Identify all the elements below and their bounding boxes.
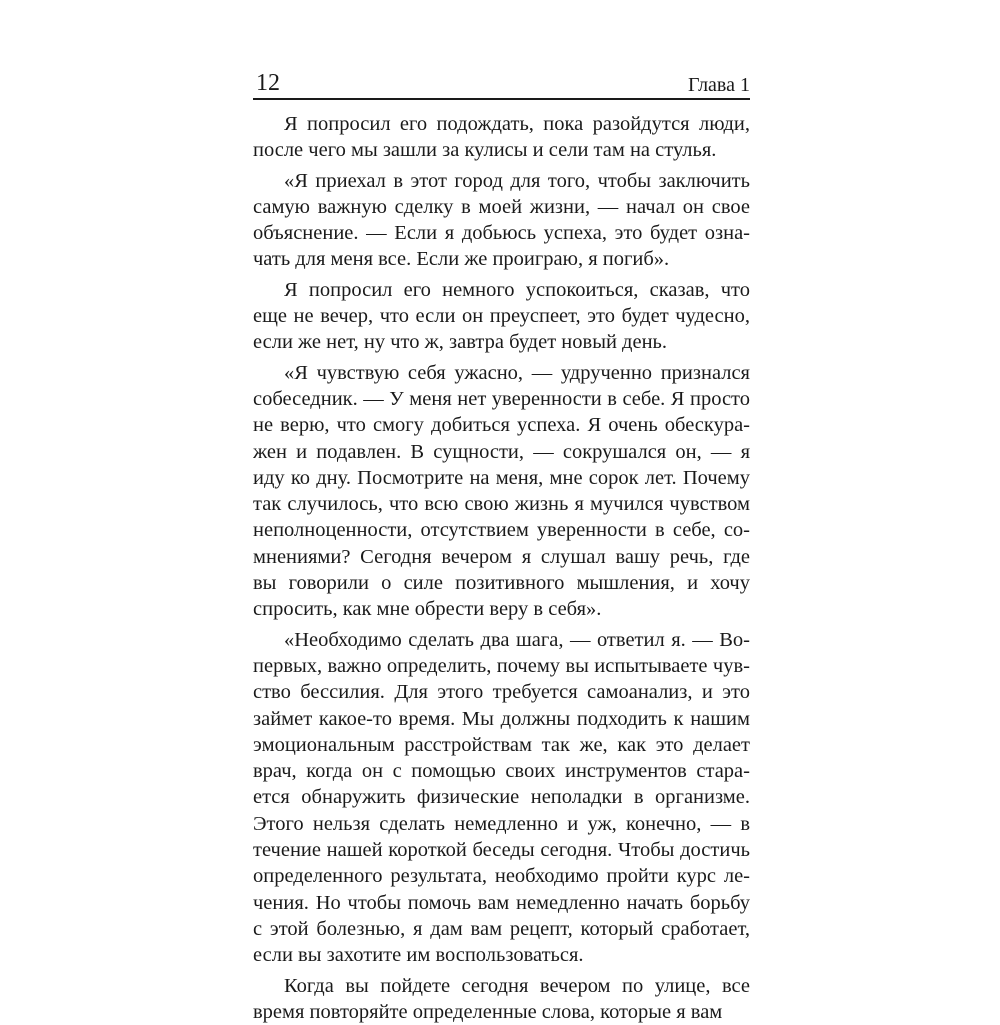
text-line: спросить, как мне обрести веру в себя». <box>253 596 750 622</box>
text-line: после чего мы зашли за кулисы и сели там на стулья. <box>253 137 750 163</box>
paragraph <box>253 111 750 164</box>
text-line: Этого нельзя сделать немедленно и уж, конечно, — в <box>253 811 750 837</box>
text-line: самую важную сделку в моей жизни, — начал он свое <box>253 194 750 220</box>
page-number: 12 <box>256 70 280 96</box>
paragraph <box>253 627 750 969</box>
text-line: если же нет, ну что ж, завтра будет новый день. <box>253 329 750 355</box>
text-line: Я попросил его подождать, пока разойдутся люди, <box>253 111 750 137</box>
text-line: неполноценности, отсутствием уверенности в себе, со- <box>253 517 750 543</box>
book-page <box>253 68 750 1025</box>
text-line: «Необходимо сделать два шага, — ответил я. — Во- <box>253 627 750 653</box>
text-line: с этой болезнью, я дам вам рецепт, который сработает, <box>253 916 750 942</box>
text-line: собеседник. — У меня нет уверенности в себе. Я просто <box>253 386 750 412</box>
paragraph <box>253 168 750 273</box>
text-line: вы говорили о силе позитивного мышления, и хочу <box>253 570 750 596</box>
paragraph <box>253 360 750 623</box>
text-line: объяснение. — Если я добьюсь успеха, это будет озна- <box>253 220 750 246</box>
text-line: первых, важно определить, почему вы испытываете чув- <box>253 653 750 679</box>
text-line: жен и подавлен. В сущности, — сокрушался он, — я <box>253 439 750 465</box>
text-line: мнениями? Сегодня вечером я слушал вашу речь, где <box>253 544 750 570</box>
paragraph <box>253 973 750 1025</box>
text-line: еще не вечер, что если он преуспеет, это будет чудесно, <box>253 303 750 329</box>
text-line: «Я чувствую себя ужасно, — удрученно признался <box>253 360 750 386</box>
running-head <box>253 68 750 100</box>
text-line: ство бессилия. Для этого требуется самоанализ, и это <box>253 679 750 705</box>
text-line: Когда вы пойдете сегодня вечером по улице, все <box>253 973 750 999</box>
body-text <box>253 111 750 1025</box>
text-line: так случилось, что всю свою жизнь я мучился чувством <box>253 491 750 517</box>
text-line: ется обнаружить физические неполадки в организме. <box>253 784 750 810</box>
text-line: чения. Но чтобы помочь вам немедленно начать борьбу <box>253 890 750 916</box>
text-line: врач, когда он с помощью своих инструментов стара- <box>253 758 750 784</box>
text-line: иду ко дну. Посмотрите на меня, мне сорок лет. Почему <box>253 465 750 491</box>
text-line: займет какое-то время. Мы должны подходить к нашим <box>253 706 750 732</box>
text-line: течение нашей короткой беседы сегодня. Чтобы достичь <box>253 837 750 863</box>
text-line: «Я приехал в этот город для того, чтобы заключить <box>253 168 750 194</box>
text-line: Я попросил его немного успокоиться, сказав, что <box>253 277 750 303</box>
text-line: если вы захотите им воспользоваться. <box>253 942 750 968</box>
text-line: время повторяйте определенные слова, которые я вам <box>253 999 750 1025</box>
text-line: чать для меня все. Если же проиграю, я погиб». <box>253 246 750 272</box>
chapter-title: Глава 1 <box>688 73 750 97</box>
text-line: не верю, что смогу добиться успеха. Я очень обескура- <box>253 412 750 438</box>
text-line: эмоциональным расстройствам так же, как это делает <box>253 732 750 758</box>
paragraph <box>253 277 750 356</box>
text-line: определенного результата, необходимо пройти курс ле- <box>253 863 750 889</box>
